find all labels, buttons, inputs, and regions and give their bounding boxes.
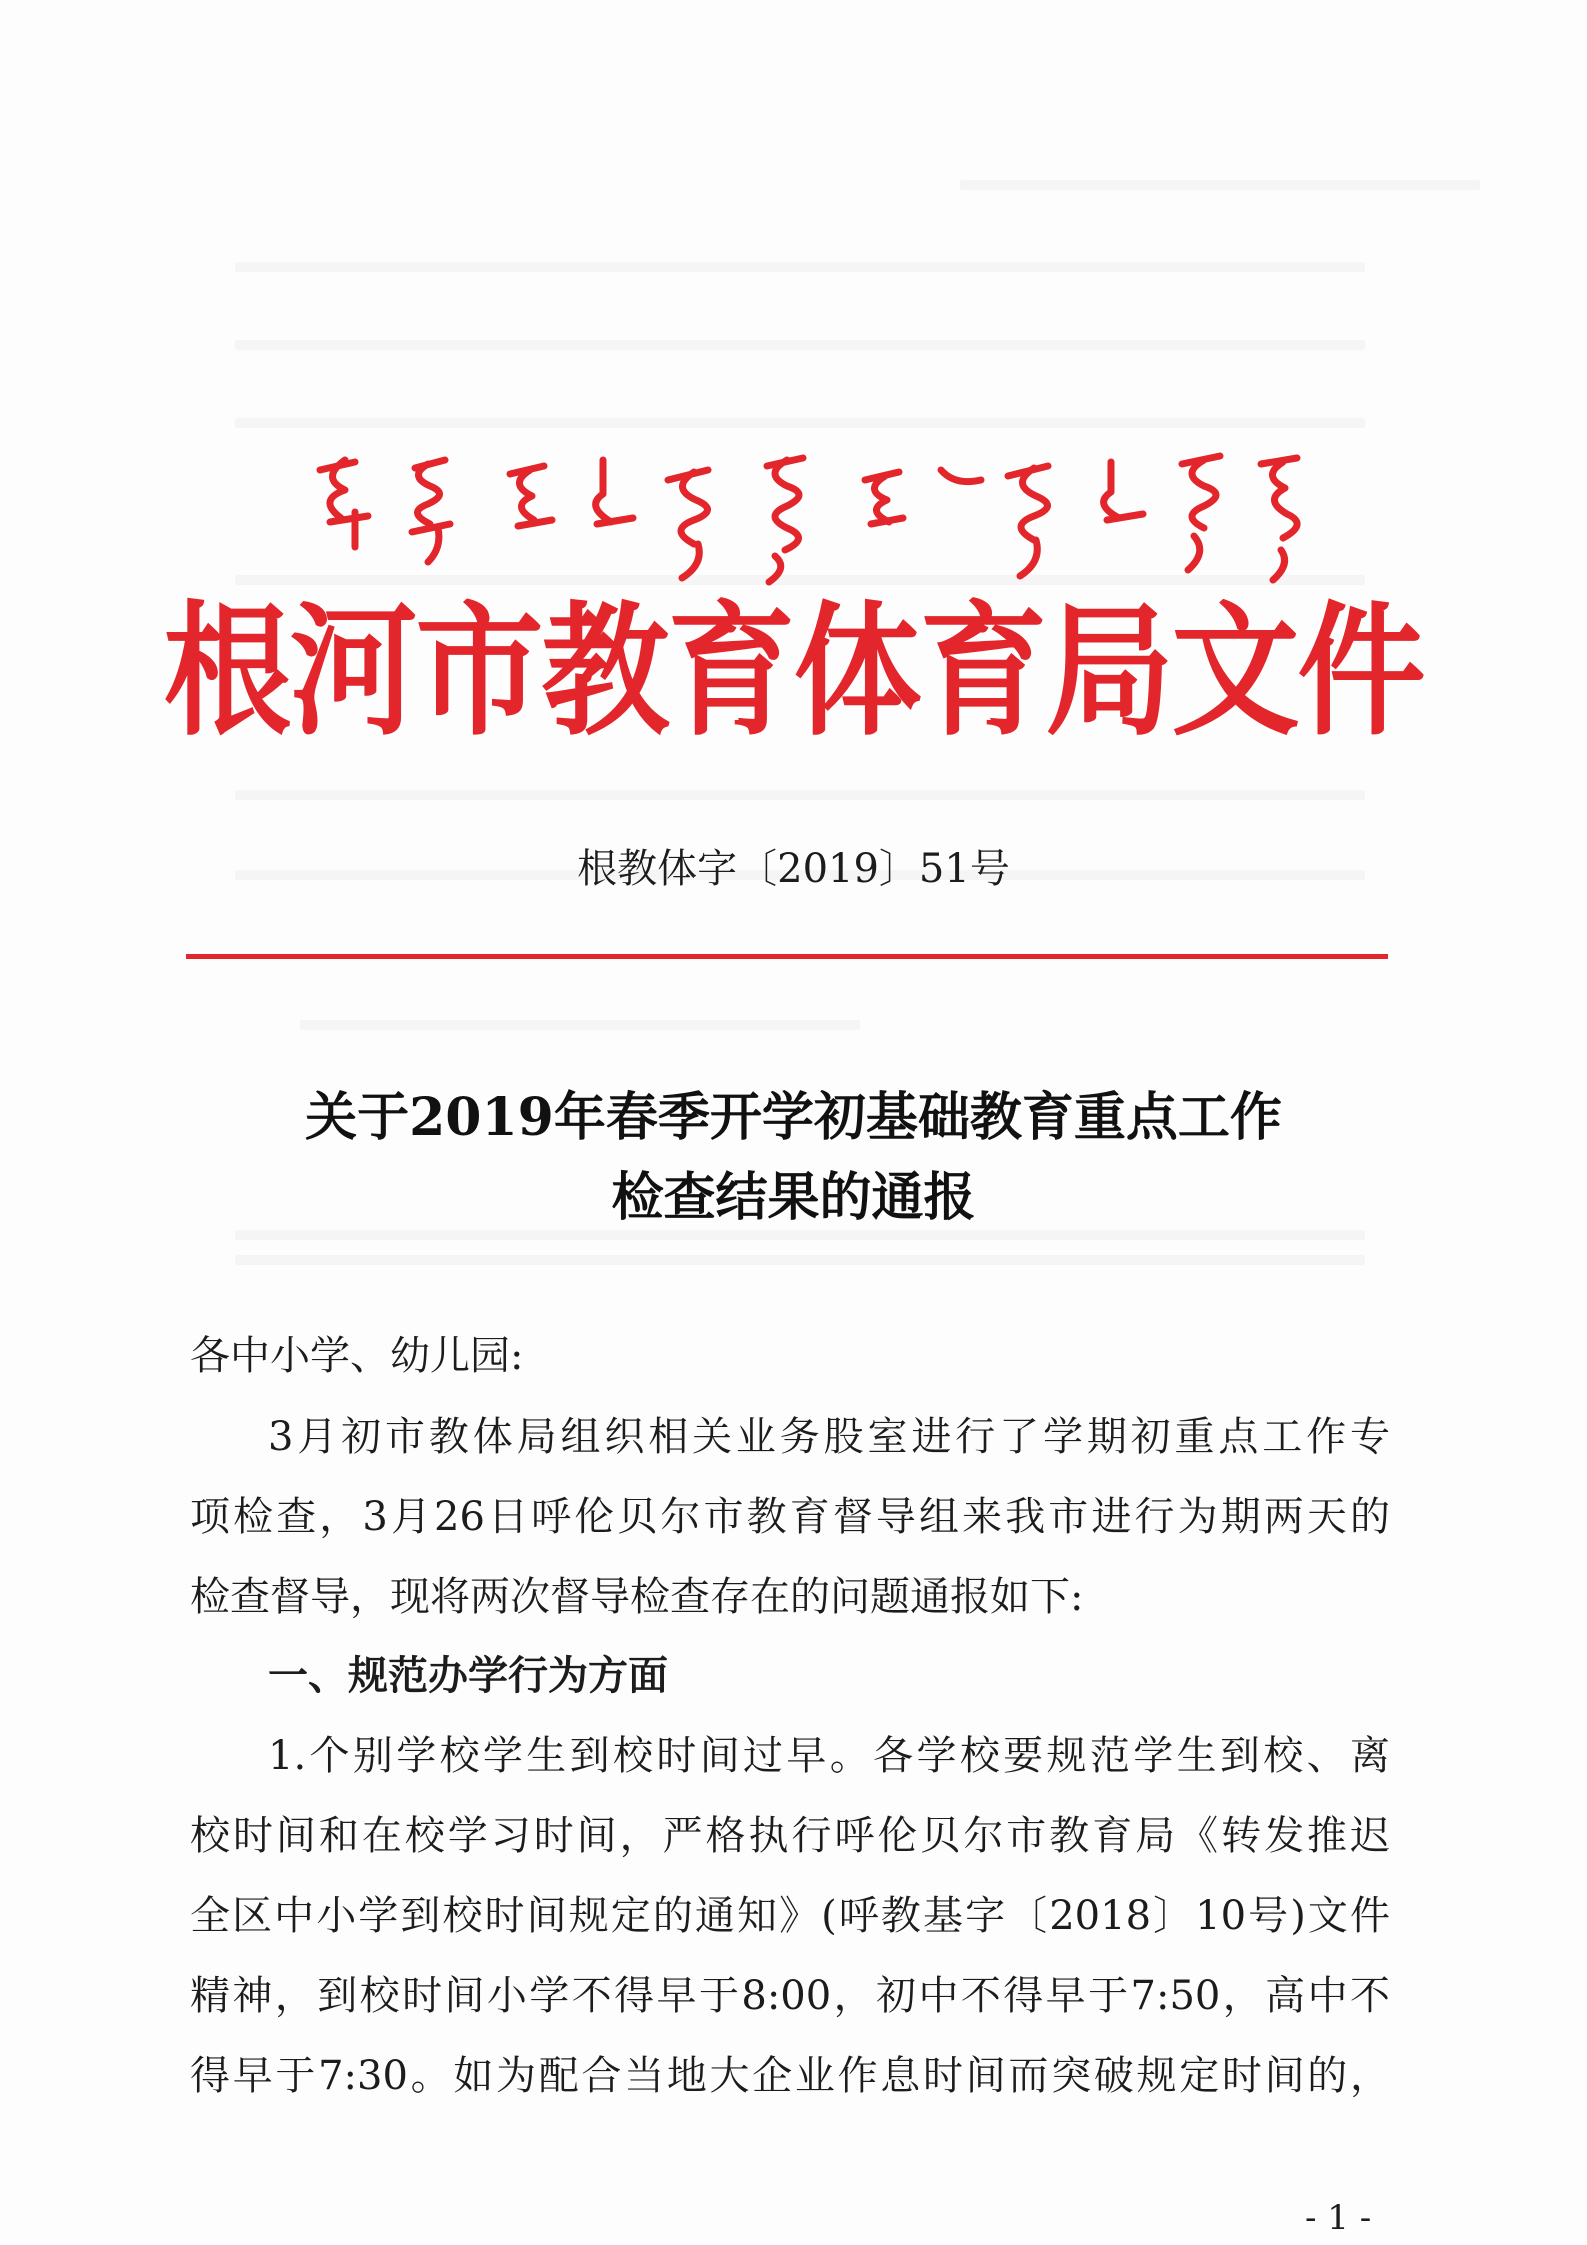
- bleed-through-mark: [235, 262, 1365, 272]
- bleed-through-mark: [235, 790, 1365, 800]
- bleed-through-mark: [235, 340, 1365, 350]
- paragraph-line: 1.个别学校学生到校时间过早。各学校要规范学生到校、离: [268, 1733, 1390, 1779]
- paragraph-line: 得早于7:30。如为配合当地大企业作息时间而突破规定时间的，: [190, 2053, 1390, 2099]
- paragraph-line: 校时间和在校学习时间，严格执行呼伦贝尔市教育局《转发推迟: [190, 1813, 1390, 1859]
- notice-title-line-1: 关于2019年春季开学初基础教育重点工作: [305, 1087, 1282, 1148]
- paragraph-line: 检查督导，现将两次督导检查存在的问题通报如下:: [190, 1574, 1084, 1620]
- paragraph-line: 精神，到校时间小学不得早于8:00，初中不得早于7:50，高中不: [190, 1973, 1390, 2019]
- mongolian-script-title: [290, 440, 1310, 590]
- bleed-through-mark: [300, 1020, 860, 1030]
- issuer-title: 根河市教育体育局文件: [163, 589, 1424, 756]
- red-divider-rule: [186, 954, 1388, 959]
- section-heading: 一、规范办学行为方面: [268, 1652, 668, 1699]
- paragraph-line: 全区中小学到校时间规定的通知》(呼教基字〔2018〕10号)文件: [190, 1893, 1390, 1939]
- bleed-through-mark: [235, 418, 1365, 428]
- bleed-through-mark: [960, 180, 1480, 190]
- bleed-through-mark: [235, 1255, 1365, 1265]
- notice-title-line-2: 检查结果的通报: [611, 1167, 976, 1228]
- paragraph-line: 3月初市教体局组织相关业务股室进行了学期初重点工作专: [268, 1414, 1390, 1460]
- salutation: 各中小学、幼儿园:: [190, 1333, 524, 1379]
- page-number: - 1 -: [1305, 2198, 1372, 2238]
- document-number: 根教体字〔2019〕51号: [577, 846, 1010, 892]
- paragraph-line: 项检查，3月26日呼伦贝尔市教育督导组来我市进行为期两天的: [190, 1494, 1390, 1540]
